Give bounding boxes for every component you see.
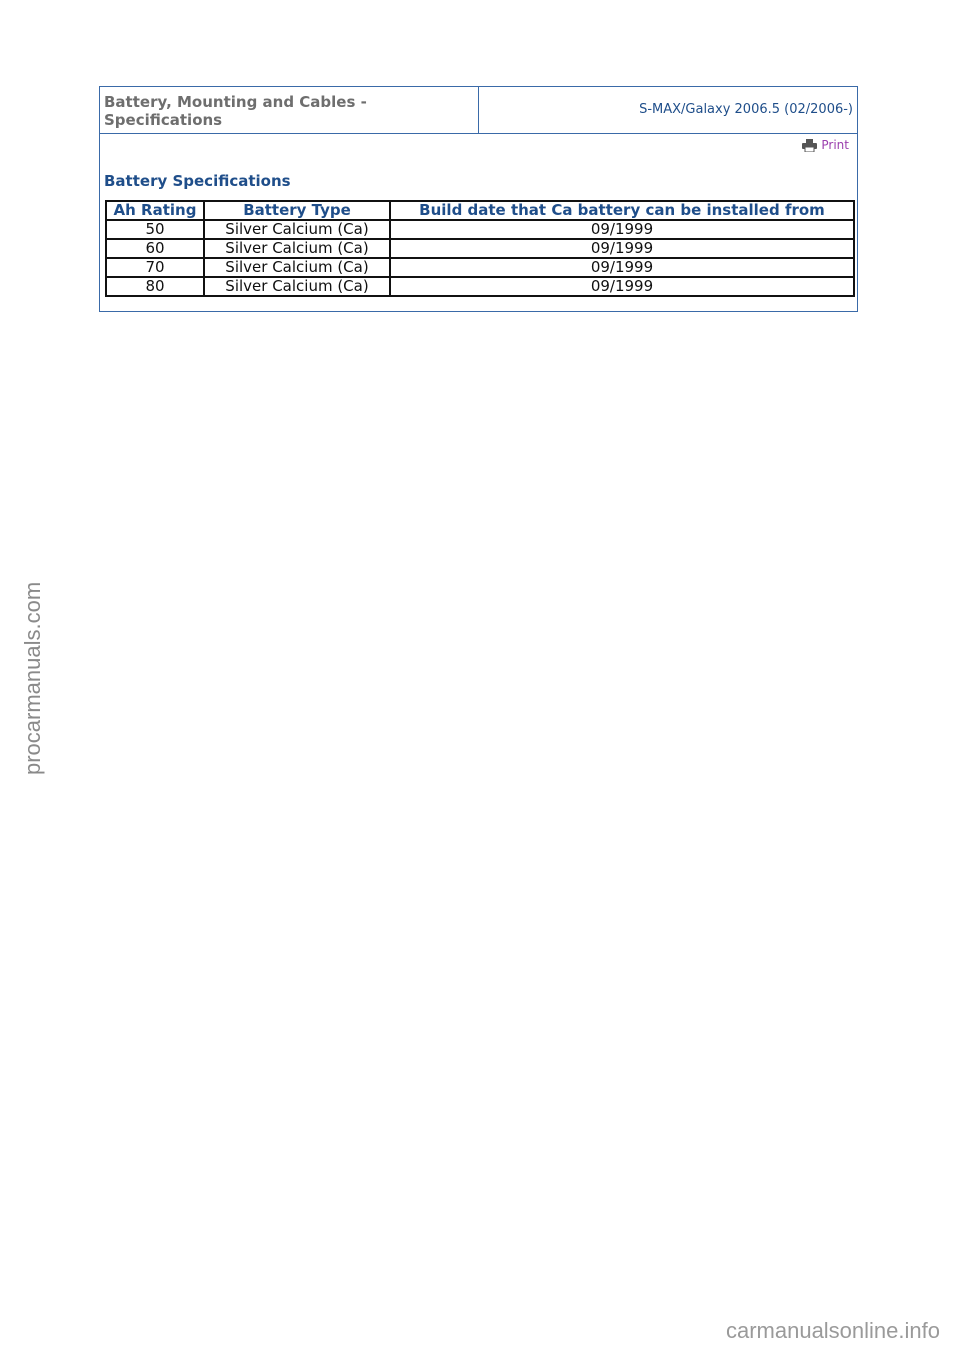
page-title: [100, 87, 479, 133]
cell-ah-rating: 70: [106, 258, 204, 277]
table-row: [106, 220, 854, 239]
cell-battery-type: Silver Calcium (Ca): [204, 258, 390, 277]
cell-battery-type: Silver Calcium (Ca): [204, 277, 390, 296]
side-watermark: procarmanuals.com: [20, 581, 45, 775]
table-row: [106, 277, 854, 296]
column-header-ah-rating: Ah Rating: [106, 201, 204, 220]
page-title-line1: Battery, Mounting and Cables -: [104, 93, 367, 111]
model-label: S-MAX/Galaxy 2006.5 (02/2006-): [639, 102, 853, 117]
cell-build-date: 09/1999: [390, 220, 854, 239]
cell-battery-type: Silver Calcium (Ca): [204, 220, 390, 239]
print-label: Print: [821, 138, 849, 152]
battery-spec-table: [105, 200, 855, 297]
document-frame: [99, 86, 858, 312]
cell-build-date: 09/1999: [390, 239, 854, 258]
cell-build-date: 09/1999: [390, 277, 854, 296]
bottom-watermark: carmanualsonline.info: [725, 1318, 940, 1343]
printer-icon: [802, 139, 817, 152]
cell-battery-type: Silver Calcium (Ca): [204, 239, 390, 258]
cell-ah-rating: 50: [106, 220, 204, 239]
cell-ah-rating: 80: [106, 277, 204, 296]
table-row: [106, 258, 854, 277]
column-header-battery-type: Battery Type: [204, 201, 390, 220]
column-header-build-date: Build date that Ca battery can be installed from: [390, 201, 854, 220]
cell-ah-rating: 60: [106, 239, 204, 258]
page-header: [100, 87, 857, 134]
print-link[interactable]: [802, 138, 849, 152]
cell-build-date: 09/1999: [390, 258, 854, 277]
page-title-line2: Specifications: [104, 111, 223, 129]
table-header-row: [106, 201, 854, 220]
section-title: Battery Specifications: [104, 172, 291, 190]
table-row: [106, 239, 854, 258]
